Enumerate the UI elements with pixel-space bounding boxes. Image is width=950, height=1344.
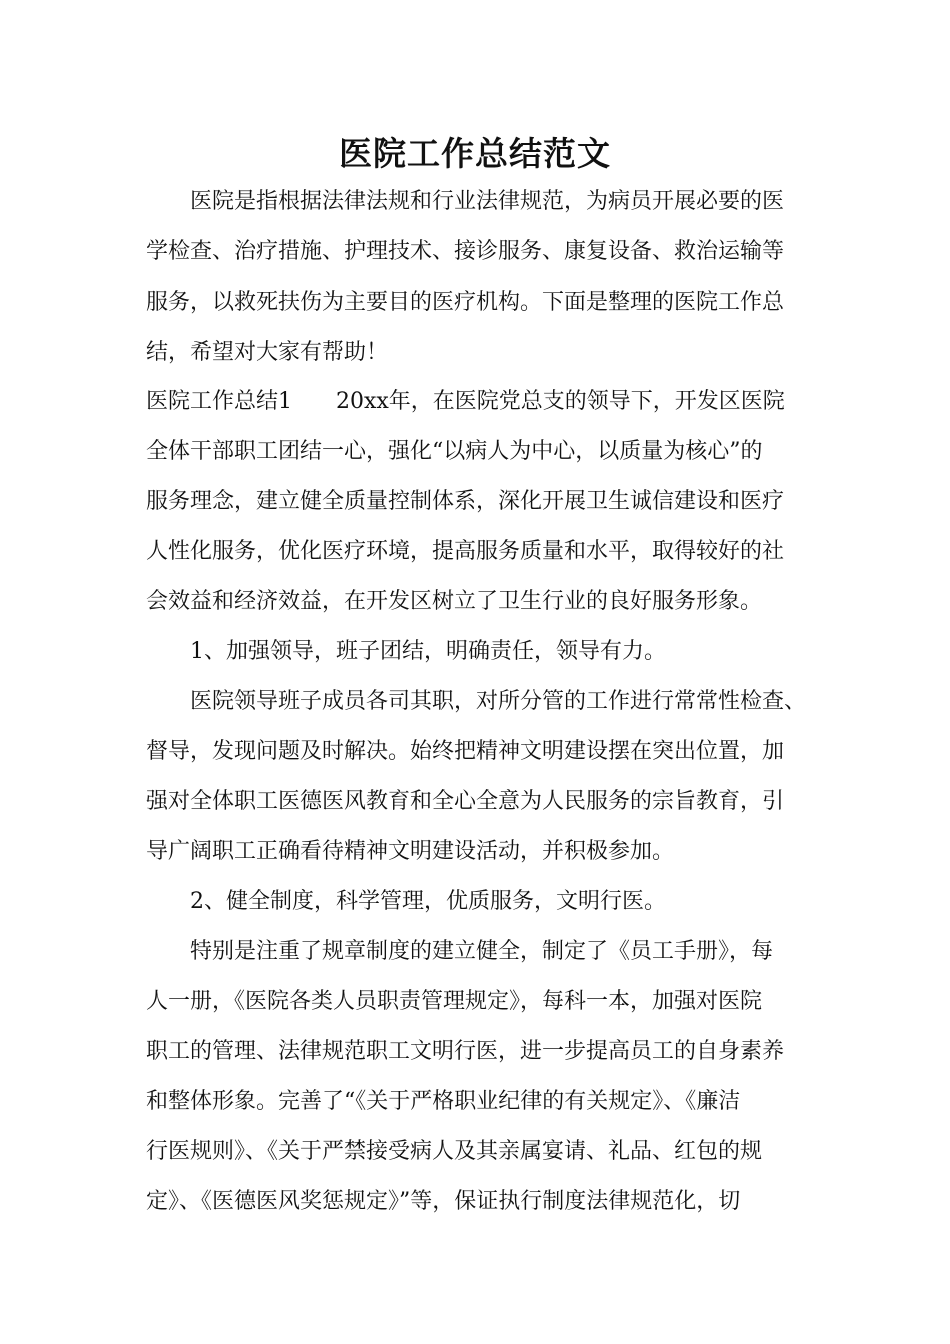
text-line: 导广阔职工正确看待精神文明建设活动，并积极参加。 <box>146 839 675 864</box>
text-line: 人性化服务，优化医疗环境，提高服务质量和水平，取得较好的社 <box>146 539 785 564</box>
text-line: 强对全体职工医德医风教育和全心全意为人民服务的宗旨教育，引 <box>146 789 785 814</box>
section-heading: 2、健全制度，科学管理，优质服务，文明行医。 <box>190 889 666 914</box>
text-line: 医院是指根据法律法规和行业法律规范，为病员开展必要的医 <box>190 189 785 214</box>
text-line: 服务理念，建立健全质量控制体系，深化开展卫生诚信建设和医疗 <box>146 489 785 514</box>
summary-lead-text: 20xx年，在医院党总支的领导下，开发区医院 <box>336 389 785 414</box>
text-line: 结，希望对大家有帮助！ <box>146 340 389 365</box>
summary-heading-line <box>146 384 785 420</box>
text-line: 医院领导班子成员各司其职，对所分管的工作进行常常性检查、 <box>190 689 807 714</box>
text-line: 行医规则》、《关于严禁接受病人及其亲属宴请、礼品、红包的规 <box>146 1139 763 1164</box>
section-heading: 1、加强领导，班子团结，明确责任，领导有力。 <box>190 639 666 664</box>
text-line: 职工的管理、法律规范职工文明行医，进一步提高员工的自身素养 <box>146 1039 785 1064</box>
summary-label: 医院工作总结1 <box>146 389 292 414</box>
document-title: 医院工作总结范文 <box>339 134 611 173</box>
text-line: 定》、《医德医风奖惩规定》”等，保证执行制度法律规范化，切 <box>146 1189 741 1214</box>
text-line: 督导，发现问题及时解决。始终把精神文明建设摆在突出位置，加 <box>146 739 785 764</box>
text-line: 全体干部职工团结一心，强化“以病人为中心，以质量为核心”的 <box>146 439 763 464</box>
text-line: 会效益和经济效益，在开发区树立了卫生行业的良好服务形象。 <box>146 589 763 614</box>
text-line: 服务，以救死扶伤为主要目的医疗机构。下面是整理的医院工作总 <box>146 290 785 315</box>
text-line: 人一册，《医院各类人员职责管理规定》，每科一本，加强对医院 <box>146 989 763 1014</box>
text-line: 学检查、治疗措施、护理技术、接诊服务、康复设备、救治运输等 <box>146 239 785 264</box>
text-line: 特别是注重了规章制度的建立健全，制定了《员工手册》，每 <box>190 939 774 964</box>
text-line: 和整体形象。完善了“《关于严格职业纪律的有关规定》、《廉洁 <box>146 1089 741 1114</box>
